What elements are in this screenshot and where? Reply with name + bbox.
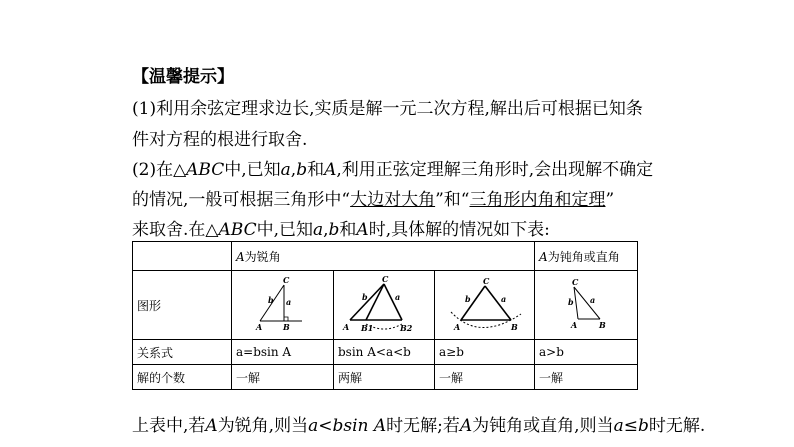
label-b: b <box>464 294 471 304</box>
label-b: b <box>362 292 368 302</box>
text: (2)在△ <box>132 160 187 180</box>
var-A: A <box>539 249 548 264</box>
figure-4-svg <box>540 275 632 335</box>
text: 和 <box>339 220 357 240</box>
label-b: b <box>267 295 274 305</box>
figure-two-solutions <box>334 271 435 340</box>
text: 中,已知 <box>256 220 313 240</box>
header-obtuse-label: 为钝角或直角 <box>547 249 620 264</box>
figure-right-triangle <box>232 271 334 340</box>
label-a: a <box>590 295 596 305</box>
label-A: A <box>571 320 578 330</box>
var-a: a <box>280 160 291 180</box>
label-a: a <box>395 292 401 302</box>
underlined-rule-1: 大边对大角 <box>350 190 436 210</box>
condition-1: a<bsin A <box>308 416 387 436</box>
label-b: b <box>568 297 574 307</box>
solution-cases-table <box>132 241 638 390</box>
label-a: a <box>500 294 506 304</box>
tip-line-3 <box>132 155 653 180</box>
table-header-row <box>133 242 638 271</box>
condition-2: a≤b <box>613 416 649 436</box>
tip-line-4 <box>132 185 614 210</box>
text: 时无解. <box>648 416 706 436</box>
count-1: 一解 <box>232 365 334 390</box>
label-C: C <box>482 276 489 286</box>
var-A: A <box>459 416 473 436</box>
var-A: A <box>356 220 369 240</box>
var-A: A <box>324 160 337 180</box>
label-C: C <box>382 274 389 284</box>
count-4: 一解 <box>535 365 638 390</box>
header-acute <box>232 242 535 271</box>
label-B: B <box>282 322 290 332</box>
table-row-relation <box>133 340 638 365</box>
table-row-figure <box>133 271 638 340</box>
tip-line-1: (1)利用余弦定理求边长,实质是解一元二次方程,解出后可根据已知条 <box>132 99 643 119</box>
relation-3: a≥b <box>435 340 535 365</box>
text: ”和“ <box>435 190 470 210</box>
figure-1-svg <box>238 275 328 335</box>
text: 为锐角,则当 <box>217 416 309 436</box>
figure-3-svg <box>439 274 531 336</box>
figure-2-svg <box>338 274 430 336</box>
label-B: B <box>510 322 518 332</box>
text: 上表中,若 <box>132 416 206 436</box>
row-label-relation: 关系式 <box>133 340 232 365</box>
footer-note <box>132 411 705 436</box>
header-empty-cell <box>133 242 232 271</box>
row-label-figure: 图形 <box>133 271 232 340</box>
triangle-abc: ABC <box>186 160 225 180</box>
figure-one-solution-a-ge-b <box>435 271 535 340</box>
relation-4: a>b <box>535 340 638 365</box>
label-a: a <box>285 297 291 307</box>
label-B: B <box>599 320 606 330</box>
label-C: C <box>282 275 289 285</box>
underlined-rule-2: 三角形内角和定理 <box>469 190 606 210</box>
var-A: A <box>236 249 245 264</box>
tip-line-2: 件对方程的根进行取舍. <box>132 130 308 150</box>
text: 和 <box>307 160 325 180</box>
header-acute-label: 为锐角 <box>244 249 281 264</box>
var-A: A <box>205 416 218 436</box>
var-a: a <box>312 220 324 240</box>
var-b: b <box>296 160 308 180</box>
relation-1: a=bsin A <box>232 340 334 365</box>
label-B2: B2 <box>400 323 413 333</box>
var-b: b <box>328 220 340 240</box>
tip-line-5 <box>132 215 550 240</box>
text: 来取舍.在△ <box>132 220 219 240</box>
header-obtuse <box>535 242 638 271</box>
relation-2: bsin A<a<b <box>334 340 435 365</box>
text: 中,已知 <box>224 160 281 180</box>
text: 时,具体解的情况如下表: <box>368 220 550 240</box>
text: , <box>323 220 329 240</box>
label-A: A <box>343 322 350 332</box>
table-row-count <box>133 365 638 390</box>
label-B1: B1 <box>361 323 374 333</box>
figure-obtuse-triangle <box>535 271 638 340</box>
count-2: 两解 <box>334 365 435 390</box>
text: ,利用正弦定理解三角形时,会出现解不确定 <box>336 160 654 180</box>
tip-heading: 【温馨提示】 <box>132 67 234 87</box>
text: 的情况,一般可根据三角形中“ <box>132 190 351 210</box>
text: ” <box>605 190 615 210</box>
triangle-abc: ABC <box>218 220 257 240</box>
text: , <box>290 160 297 180</box>
label-A: A <box>255 322 262 332</box>
row-label-count: 解的个数 <box>133 365 232 390</box>
label-A: A <box>453 322 460 332</box>
text: 为钝角或直角,则当 <box>472 416 614 436</box>
label-C: C <box>572 277 579 287</box>
text: 时无解;若 <box>386 416 460 436</box>
count-3: 一解 <box>435 365 535 390</box>
